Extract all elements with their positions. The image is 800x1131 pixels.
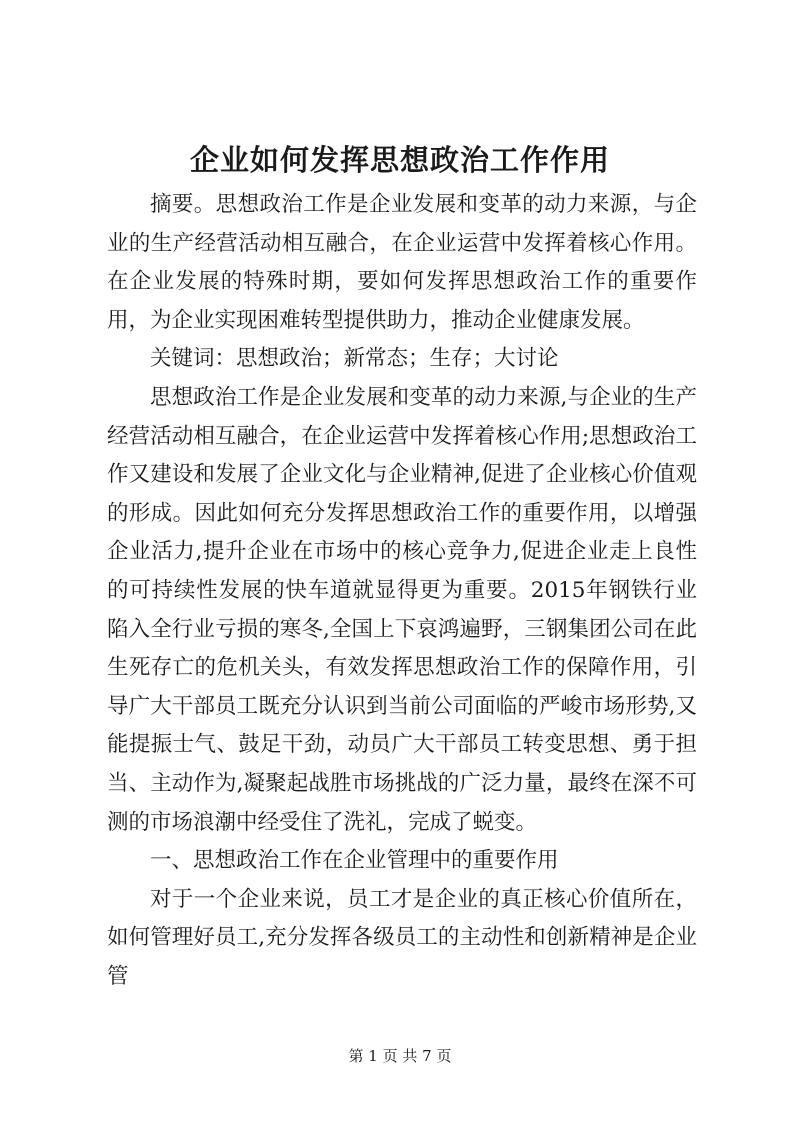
document-body	[107, 186, 697, 996]
abstract-paragraph: 摘要。思想政治工作是企业发展和变革的动力来源，与企业的生产经营活动相互融合，在企业运营中发挥着核心作用。在企业发展的特殊时期，要如何发挥思想政治工作的重要作用，为企业实现困难转型提供助力，推动企业健康发展。	[107, 192, 697, 333]
document-title: 企业如何发挥思想政治工作作用	[189, 143, 610, 177]
keywords-line: 关键词：思想政治；新常态；生存；大讨论	[150, 346, 559, 372]
body-paragraph-2: 对于一个企业来说，员工才是企业的真正核心价值所在，如何管理好员工,充分发挥各级员工的主动性和创新精神是企业管	[107, 886, 697, 989]
page-footer: 第 1 页 共 7 页	[348, 1047, 452, 1065]
section-heading-1: 一、思想政治工作在企业管理中的重要作用	[150, 848, 559, 874]
body-paragraph-1: 思想政治工作是企业发展和变革的动力来源,与企业的生产经营活动相互融合，在企业运营中发挥着核心作用;思想政治工作又建设和发展了企业文化与企业精神,促进了企业核心价值观的形成。因此如何充分发挥思想政治工作的重要作用，以增强企业活力,提升企业在市场中的核心竞争力,促进企业走上良性的可持续性发展的快车道就显得更为重要。2015年钢铁行业陷入全行业亏损的寒冬,全国上下哀鸿遍野，三钢集团公司在此生死存亡的危机关头，有效发挥思想政治工作的保障作用，引导广大干部员工既充分认识到当前公司面临的严峻市场形势,又能提振士气、鼓足干劲，动员广大干部员工转变思想、勇于担当、主动作为,凝聚起战胜市场挑战的广泛力量，最终在深不可测的市场浪潮中经受住了洗礼，完成了蜕变。	[107, 384, 697, 835]
